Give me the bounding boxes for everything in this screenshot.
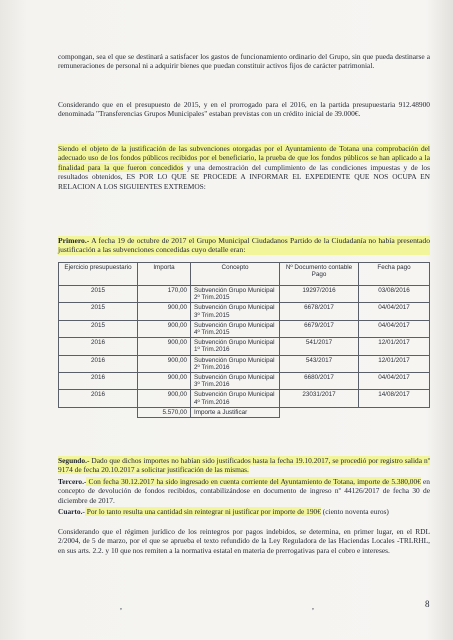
paragraph-objeto-justificacion xyxy=(58,144,430,191)
cell-documento: 6680/2017 xyxy=(280,373,359,390)
cell-importe: 170,00 xyxy=(138,286,191,303)
header-fecha: Fecha pago xyxy=(359,263,430,286)
highlight-tercero: Con fecha 30.12.2017 ha sido ingresado en cuenta corriente del Ayuntamiento de Totana, importe de 5.380,00€ xyxy=(86,477,421,486)
cell-ejercicio: 2015 xyxy=(59,303,138,320)
paragraph-primero xyxy=(58,236,430,255)
table-row xyxy=(59,373,430,390)
cell-documento: 23031/2017 xyxy=(280,390,359,407)
scan-mark: , xyxy=(312,602,314,611)
subvenciones-table xyxy=(58,262,430,418)
table-total-row xyxy=(59,407,430,417)
cell-empty xyxy=(359,407,430,417)
cell-concepto: Subvención Grupo Municipal 3º Trim.2016 xyxy=(191,373,280,390)
label-primero: Primero.- xyxy=(58,236,90,245)
paragraph-gastos: compongan, sea el que se destinará a satisfacer los gastos de funcionamiento ordinario del Grupo, sin que pueda destinarse a remuneraciones de personal ni a adquirir bienes que puedan constituir activos fijos de carácter patrimonial. xyxy=(58,52,430,71)
paragraph-extremos: y una demostración del cumplimiento de las condiciones impuestas y de los resultados obtenidos, ES POR LO QUE SE PROCEDE A INFORMAR EL EXPEDIENTE QUE NOS OCUPA EN RELACION A LOS SIGUIENTES EXTREMOS: xyxy=(58,162,431,191)
header-concepto: Concepto xyxy=(191,263,280,286)
cell-total-importe: 5.570,00 xyxy=(138,407,191,417)
cell-fecha: 14/08/2017 xyxy=(359,390,430,407)
cell-documento: 541/2017 xyxy=(280,338,359,355)
table-row xyxy=(59,303,430,320)
header-documento: Nº Documento contable Pago xyxy=(280,263,359,286)
cell-concepto: Subvención Grupo Municipal 2º Trim.2016 xyxy=(191,355,280,372)
cell-concepto: Subvención Grupo Municipal 3º Trim.2015 xyxy=(191,303,280,320)
highlight-justificacion: Siendo el objeto de la justificación de las subvenciones otorgadas por el Ayuntamiento de Totana una comprobación del adecuado uso de los fondos públicos recibidos por el beneficiario, la prueba de que los fondos públicos se han aplicado a la finalidad para la que fueron concedidos xyxy=(58,144,430,172)
label-cuarto: Cuarto.- xyxy=(58,507,85,516)
cell-empty xyxy=(59,407,138,417)
table-header-row xyxy=(59,263,430,286)
cell-importe: 900,00 xyxy=(138,303,191,320)
cell-concepto: Subvención Grupo Municipal 4º Trim.2016 xyxy=(191,390,280,407)
cell-concepto: Subvención Grupo Municipal 4º Trim.2015 xyxy=(191,320,280,337)
table-row xyxy=(59,390,430,407)
cell-documento: 6679/2017 xyxy=(280,320,359,337)
table-row xyxy=(59,338,430,355)
highlight-cuarto: Por lo tanto resulta una cantidad sin reintegrar ni justificar por importe de 190€ xyxy=(84,507,321,516)
paragraph-regimen-juridico: Considerando que el régimen jurídico de los reintegros por pagos indebidos, se determina, en primer lugar, en el RDL 2/2004, de 5 de marzo, por el que se aprueba el texto refundido de la Ley Reguladora de las Haciendas Locales -TRLRHL, en sus arts. 2.2. y 10 que nos remiten a la normativa estatal en materia de prerrogativas para el cobro e intereses. xyxy=(58,527,430,555)
scan-mark: , xyxy=(120,602,122,611)
cell-ejercicio: 2015 xyxy=(59,286,138,303)
paragraph-presupuesto: Considerando que en el presupuesto de 2015, y en el prorrogado para el 2016, en la partida presupuestaria 912.48900 denominada "Transferencias Grupos Municipales" estaban previstas con un crédito inicial de 39.000€. xyxy=(58,100,430,119)
cell-fecha: 12/01/2017 xyxy=(359,338,430,355)
table-row xyxy=(59,286,430,303)
cell-importe: 900,00 xyxy=(138,338,191,355)
cell-ejercicio: 2016 xyxy=(59,390,138,407)
paragraph-segundo xyxy=(58,456,430,475)
cell-fecha: 04/04/2017 xyxy=(359,320,430,337)
cell-fecha: 04/04/2017 xyxy=(359,303,430,320)
paragraph-cuarto xyxy=(58,507,430,516)
table-row xyxy=(59,320,430,337)
label-segundo: Segundo.- xyxy=(58,456,90,465)
cell-empty xyxy=(280,407,359,417)
page-number: 8 xyxy=(425,599,430,609)
cell-importe: 900,00 xyxy=(138,373,191,390)
cell-fecha: 04/04/2017 xyxy=(359,373,430,390)
header-importe: Importa xyxy=(138,263,191,286)
cell-importe: 900,00 xyxy=(138,355,191,372)
cell-fecha: 12/01/2017 xyxy=(359,355,430,372)
cell-ejercicio: 2016 xyxy=(59,338,138,355)
cell-documento: 6678/2017 xyxy=(280,303,359,320)
cell-ejercicio: 2015 xyxy=(59,320,138,337)
label-tercero: Tercero.- xyxy=(58,477,87,486)
text-primero: A fecha 19 de octubre de 2017 el Grupo Municipal Ciudadanos Partido de la Ciudadanía no había presentado justificación a las subvenciones concedidas cuyo detalle eran: xyxy=(58,236,430,255)
cell-importe: 900,00 xyxy=(138,390,191,407)
cell-ejercicio: 2016 xyxy=(59,373,138,390)
cell-concepto: Subvención Grupo Municipal 2º Trim.2015 xyxy=(191,286,280,303)
text-cuarto: (ciento noventa euros) xyxy=(320,507,389,516)
cell-ejercicio: 2016 xyxy=(59,355,138,372)
cell-documento: 19297/2016 xyxy=(280,286,359,303)
text-segundo: Dado que dichos importes no habían sido justificados hasta la fecha 19.10.2017, se procedió por registro salida nº 9174 de fecha 20.10.2017 a solicitar justificación de las mismas. xyxy=(58,456,430,475)
cell-documento: 543/2017 xyxy=(280,355,359,372)
highlight-segundo xyxy=(58,456,430,474)
table-row xyxy=(59,355,430,372)
text-tercero: en concepto de devolución de fondos recibidos, contabilizándose en documento de ingreso nº 44126/2017 de fecha 30 de diciembre de 2017. xyxy=(58,477,430,505)
cell-concepto: Subvención Grupo Municipal 1º Trim.2016 xyxy=(191,338,280,355)
cell-total-concepto: Importe a Justificar xyxy=(191,407,280,417)
paragraph-tercero xyxy=(58,477,430,505)
cell-importe: 900,00 xyxy=(138,320,191,337)
cell-fecha: 03/08/2016 xyxy=(359,286,430,303)
header-ejercicio: Ejercicio presupuestario xyxy=(59,263,138,286)
